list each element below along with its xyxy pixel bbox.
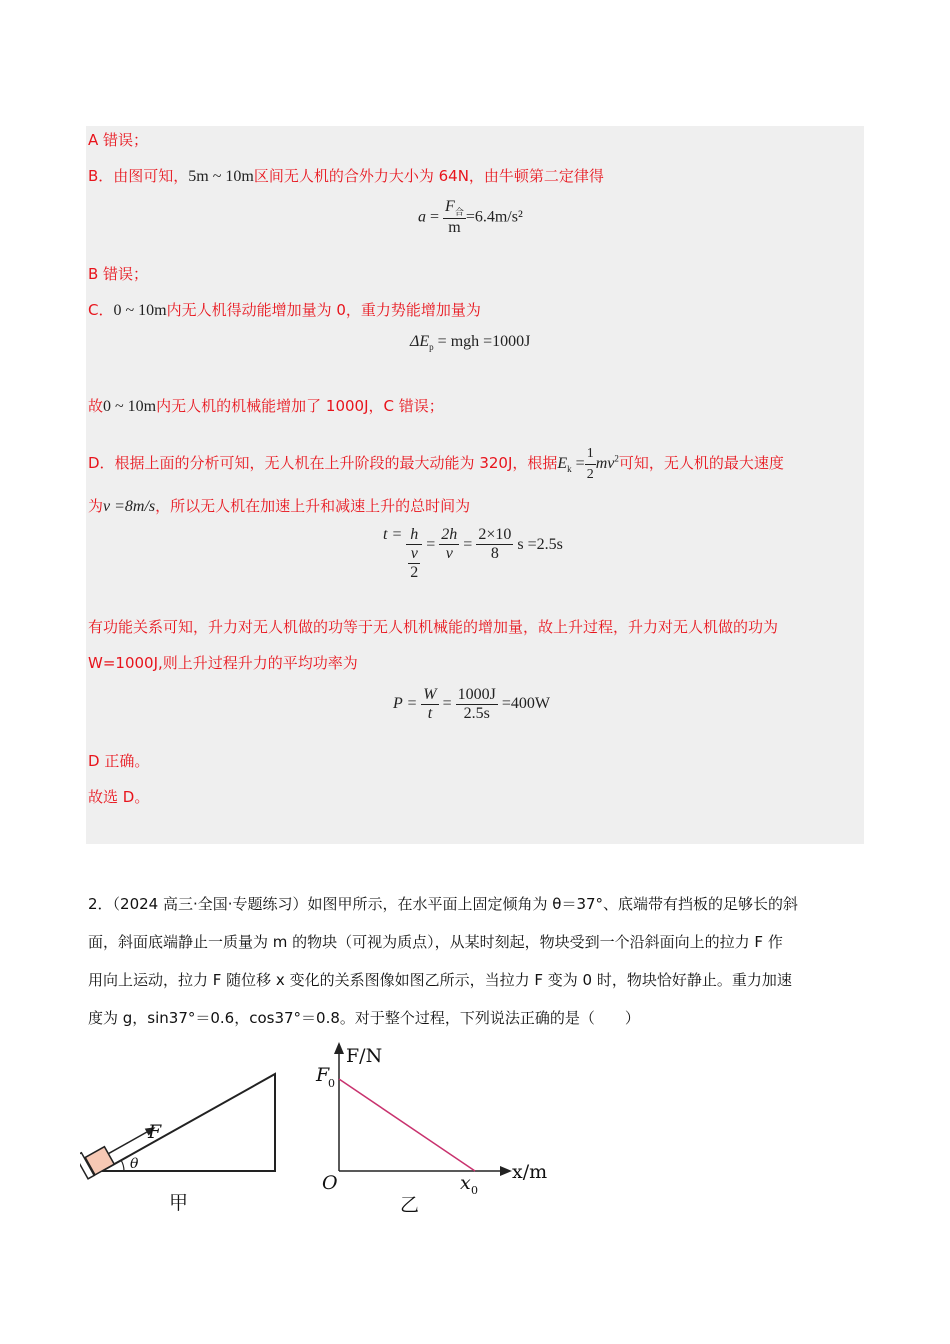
- answer-line: 故选 D。: [88, 788, 150, 806]
- eq-ep-sub: p: [429, 342, 434, 353]
- eq-p-rhs: =400W: [501, 695, 550, 713]
- force-arrow-line: [108, 1132, 146, 1154]
- eq-t-frac2: [439, 526, 459, 563]
- eq-p-lhs: P =: [393, 695, 418, 713]
- option-c-line2-prefix: 故: [88, 397, 104, 415]
- eq-a-lhs: a: [418, 208, 426, 226]
- option-d-line2-text: ，所以无人机在加速上升和减速上升的总时间为: [155, 497, 471, 515]
- eq-a-den: m: [448, 219, 461, 237]
- option-b-prefix: B．由图可知，: [88, 167, 189, 185]
- option-b-line: [88, 166, 604, 187]
- eq-t-eq2: =: [426, 536, 436, 553]
- d-mv: mv: [595, 455, 615, 473]
- eq-t-f1-den-den: 2: [410, 564, 419, 581]
- option-c-line2-range: 0 ~ 10m: [103, 398, 157, 415]
- eq-t-f1-den: [406, 545, 422, 582]
- eq-t-f3-den: 8: [490, 545, 499, 562]
- eq-t-f2-den: v: [445, 545, 453, 562]
- eq-p-f1-den: t: [427, 705, 433, 722]
- option-d-text2: 可知，无人机的最大速度: [618, 454, 784, 473]
- eq-t-rhs: s =2.5s: [517, 536, 563, 553]
- option-c-prefix: C．: [88, 301, 114, 319]
- figure-jia-caption: 甲: [169, 1192, 189, 1214]
- force-label: F: [148, 1121, 162, 1143]
- option-d-text1: D．根据上面的分析可知，无人机在上升阶段的最大动能为 320J，根据: [88, 454, 558, 473]
- angle-arc: [121, 1160, 124, 1171]
- eq-t-lhs: t =: [383, 526, 403, 543]
- work-line2: W=1000J,则上升过程升力的平均功率为: [88, 654, 358, 672]
- option-c-line2: [88, 396, 444, 417]
- eq-p-f1-num: W: [423, 686, 437, 703]
- eq-t-f3-num: 2×10: [478, 526, 512, 543]
- option-a-verdict: A 错误；: [88, 131, 149, 149]
- option-c-range: 0 ~ 10m: [113, 302, 167, 319]
- option-d-line1: [88, 444, 784, 485]
- y-axis-label: F/N: [346, 1045, 383, 1067]
- eq-t-eq3: =: [463, 536, 473, 553]
- y-intercept-label: F: [316, 1064, 330, 1086]
- eq-p-eq2: =: [442, 695, 452, 713]
- question-line2: 面，斜面底端静止一质量为 m 的物块（可视为质点），从某时刻起，物块受到一个沿斜面向上的拉力 F 作: [88, 933, 783, 951]
- eq-a-rhs: =6.4m/s²: [465, 208, 523, 226]
- option-b-range: 5m ~ 10m: [188, 168, 254, 185]
- question-line3: 用向上运动，拉力 F 随位移 x 变化的关系图像如图乙所示，当拉力 F 变为 0 时，物块恰好静止。重力加速: [88, 971, 792, 989]
- option-b-text: 区间无人机的合外力大小为 64N，由牛顿第二定律得: [253, 167, 604, 185]
- equation-time: [383, 526, 563, 582]
- figure-yi-caption: 乙: [400, 1194, 420, 1216]
- d-ek-eq: =: [575, 455, 585, 473]
- d-half-fraction: [585, 444, 596, 485]
- d-half-den: 2: [586, 467, 594, 482]
- work-line1: 有功能关系可知，升力对无人机做的功等于无人机机械能的增加量，故上升过程，升力对无人机做的功为: [88, 618, 779, 636]
- y-axis-arrow: [334, 1042, 344, 1054]
- option-c-line2-text: 内无人机的机械能增加了 1000J，C 错误；: [156, 397, 444, 415]
- figure-fx-graph: [310, 1040, 570, 1220]
- equation-power: [393, 686, 550, 723]
- eq-ep: ΔE: [410, 333, 430, 350]
- force-line: [339, 1079, 475, 1171]
- eq-t-frac1: [406, 526, 422, 582]
- question-line4: 度为 g，sin37°＝0.6，cos37°＝0.8。对于整个过程，下列说法正确的是（ ）: [88, 1009, 640, 1027]
- eq-a-fraction: [443, 198, 466, 237]
- eq-t-f1-num: h: [406, 526, 422, 545]
- d-ek-sub: k: [567, 464, 572, 475]
- angle-label: θ: [130, 1156, 139, 1172]
- eq-p-frac2: [456, 686, 498, 723]
- d-velocity: v =8m/s: [103, 498, 156, 515]
- y-intercept-sub: 0: [328, 1077, 335, 1090]
- option-c-text: 内无人机得动能增加量为 0，重力势能增加量为: [166, 301, 481, 319]
- option-c-line: [88, 300, 481, 321]
- eq-a-num: F: [445, 198, 455, 215]
- origin-label: O: [322, 1172, 338, 1194]
- x-axis-arrow: [500, 1166, 512, 1176]
- eq-ep-rhs: = mgh =1000J: [437, 333, 531, 350]
- question-line1: 2．（2024 高三·全国·专题练习）如图甲所示，在水平面上固定倾角为 θ＝37°、底端带有挡板的足够长的斜: [88, 895, 799, 913]
- eq-t-f1-den-num: v: [408, 545, 420, 564]
- eq-p-f2-num: 1000J: [457, 686, 496, 703]
- eq-t-f2-num: 2h: [441, 526, 458, 543]
- eq-a-num-sub: 合: [454, 207, 464, 218]
- incline-triangle: [102, 1074, 275, 1171]
- x-axis-label: x/m: [512, 1161, 548, 1183]
- d-mv-sup: 2: [614, 453, 619, 464]
- option-b-verdict: B 错误；: [88, 265, 149, 283]
- option-d-line2-prefix: 为: [88, 497, 104, 515]
- option-d-line2: [88, 496, 470, 517]
- eq-p-f2-den: 2.5s: [463, 705, 490, 722]
- eq-p-frac1: [421, 686, 438, 723]
- equation-potential-energy: [410, 333, 530, 352]
- d-half-num: 1: [585, 444, 596, 465]
- equation-acceleration: a = $\frac{F_合}{m}$ =6.4m/s²: [418, 198, 523, 237]
- d-ek: E: [557, 455, 568, 473]
- option-d-verdict: D 正确。: [88, 752, 150, 770]
- eq-t-frac3: [476, 526, 513, 563]
- x-intercept-sub: 0: [471, 1184, 478, 1197]
- x-intercept-label: x: [460, 1172, 471, 1194]
